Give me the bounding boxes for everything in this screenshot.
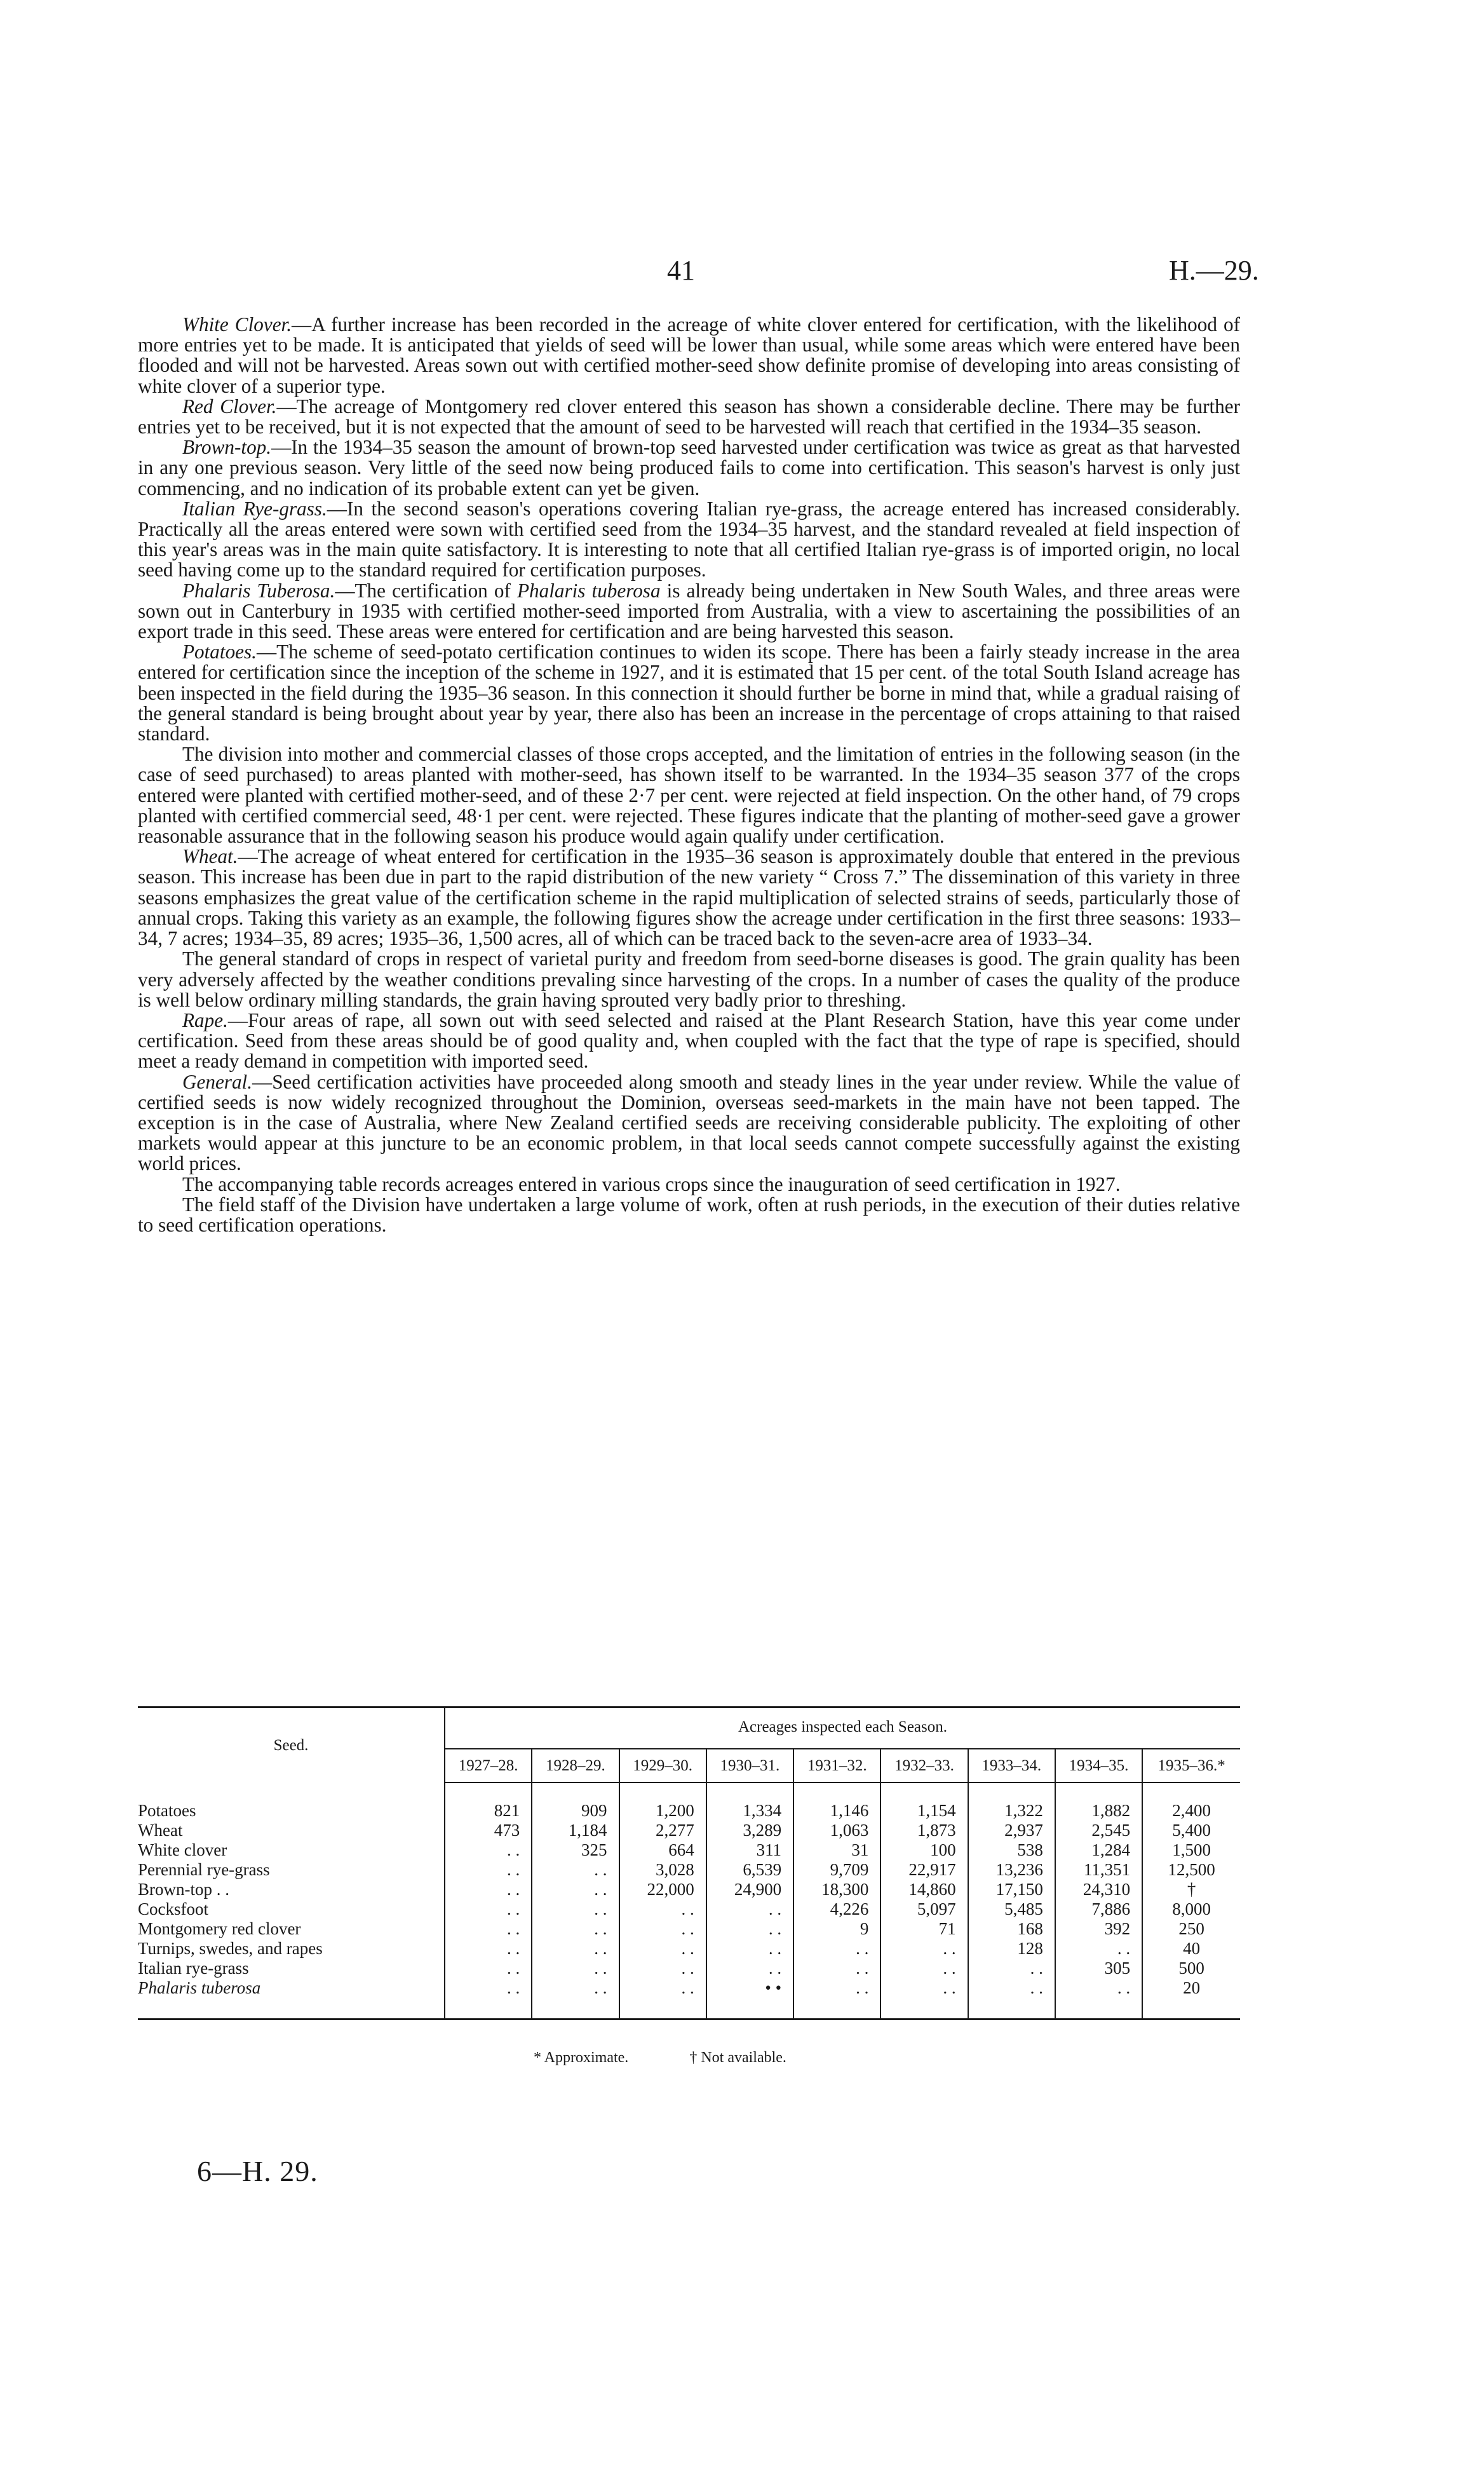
table-row xyxy=(138,1880,1240,1899)
seed-name: Turnips, swedes, and rapes xyxy=(138,1939,323,1958)
acreage-cell: 4,226 xyxy=(793,1899,880,1919)
acreage-cell: . . xyxy=(445,1939,532,1959)
sheet-reference: 6—H. 29. xyxy=(197,2155,318,2187)
acreage-cell: 11,351 xyxy=(1055,1860,1142,1880)
acreage-cell: . . xyxy=(793,1939,880,1959)
acreage-cell: 1,184 xyxy=(532,1821,619,1840)
acreage-cell: 1,500 xyxy=(1142,1840,1240,1860)
acreage-cell: 664 xyxy=(619,1840,706,1860)
acreage-cell: 1,334 xyxy=(706,1801,793,1821)
acreage-cell: 311 xyxy=(706,1840,793,1860)
seed-name-cell xyxy=(138,1899,445,1919)
acreage-cell: . . xyxy=(532,1919,619,1939)
table-row xyxy=(138,1821,1240,1840)
acreage-group-header: Acreages inspected each Season. xyxy=(445,1708,1240,1749)
paragraph-heading: Rape. xyxy=(182,1008,228,1031)
paragraph-text: —In the 1934–35 season the amount of brown-top seed harvested under certification was twice as great as that harvested in any one previous season. Very little of the seed now being produced fails to come into certification. This season's harvest is only just commencing, and no indication of its probable extent can yet be given. xyxy=(138,436,1240,499)
acreage-cell: 250 xyxy=(1142,1919,1240,1939)
acreage-cell: . . xyxy=(880,1978,968,1998)
seed-column-header: Seed. xyxy=(138,1708,445,1783)
seed-name: Brown-top . . xyxy=(138,1880,229,1899)
acreage-cell: 392 xyxy=(1055,1919,1142,1939)
acreage-cell: 12,500 xyxy=(1142,1860,1240,1880)
acreage-cell: . . xyxy=(706,1959,793,1978)
acreage-cell: . . xyxy=(619,1978,706,1998)
acreage-cell: 6,539 xyxy=(706,1860,793,1880)
acreage-cell: 1,284 xyxy=(1055,1840,1142,1860)
acreage-cell: 325 xyxy=(532,1840,619,1860)
body-text xyxy=(138,315,1240,1235)
acreage-cell: . . xyxy=(880,1959,968,1978)
season-header: 1930–31. xyxy=(706,1749,793,1783)
document-reference: H.—29. xyxy=(1169,255,1259,286)
acreage-cell: 128 xyxy=(968,1939,1055,1959)
paragraph-potatoes xyxy=(138,642,1240,744)
seed-name: White clover xyxy=(138,1840,227,1859)
acreage-cell: . . xyxy=(532,1939,619,1959)
acreage-cell: 909 xyxy=(532,1801,619,1821)
paragraph-heading: Italian Rye-grass. xyxy=(182,497,327,520)
seed-name: Potatoes xyxy=(138,1801,196,1820)
season-header: 1934–35. xyxy=(1055,1749,1142,1783)
season-header: 1931–32. xyxy=(793,1749,880,1783)
acreage-cell: 24,900 xyxy=(706,1880,793,1899)
page-number: 41 xyxy=(667,255,695,286)
table-row xyxy=(138,1939,1240,1959)
acreage-cell: 17,150 xyxy=(968,1880,1055,1899)
acreage-cell: 473 xyxy=(445,1821,532,1840)
paragraph-heading: Potatoes. xyxy=(182,641,257,663)
seed-name: Cocksfoot xyxy=(138,1899,208,1918)
acreage-cell: 1,322 xyxy=(968,1801,1055,1821)
acreage-cell: . . xyxy=(619,1899,706,1919)
acreage-cell: . . xyxy=(968,1959,1055,1978)
acreage-cell: 22,000 xyxy=(619,1880,706,1899)
acreage-cell: . . xyxy=(619,1939,706,1959)
acreage-cell: . . xyxy=(706,1939,793,1959)
seed-name-cell xyxy=(138,1860,445,1880)
acreage-cell: 821 xyxy=(445,1801,532,1821)
table-row xyxy=(138,1899,1240,1919)
table-row xyxy=(138,1801,1240,1821)
acreage-cell: 22,917 xyxy=(880,1860,968,1880)
table-row xyxy=(138,1959,1240,1978)
acreage-cell: . . xyxy=(706,1899,793,1919)
seed-name-cell xyxy=(138,1978,445,1998)
paragraph-emphasis: Phalaris tuberosa xyxy=(516,579,661,602)
table-footnotes xyxy=(534,2049,844,2067)
paragraph-text: The general standard of crops in respect of varietal purity and freedom from seed-borne diseases is good. The grain quality has been very adversely affected by the weather conditions prevaling since harvesting of the crops. In a number of cases the quality of the produce is well below ordinary milling standards, the grain having sprouted very badly prior to threshing. xyxy=(138,947,1240,1011)
paragraph-heading: White Clover. xyxy=(182,313,292,336)
seed-name-cell xyxy=(138,1959,445,1978)
paragraph-text: The field staff of the Division have undertaken a large volume of work, often at rush periods, in the execution of their duties relative to seed certification operations. xyxy=(138,1193,1240,1236)
paragraph-white-clover xyxy=(138,315,1240,397)
seed-name: Phalaris tuberosa xyxy=(138,1978,261,1997)
acreage-cell: 1,873 xyxy=(880,1821,968,1840)
acreage-cell: 5,097 xyxy=(880,1899,968,1919)
paragraph-heading: Phalaris Tuberosa. xyxy=(182,579,335,602)
acreage-cell: . . xyxy=(445,1919,532,1939)
seed-name-cell xyxy=(138,1880,445,1899)
acreage-cell: 9,709 xyxy=(793,1860,880,1880)
acreage-cell: . . xyxy=(532,1880,619,1899)
acreage-cell: . . xyxy=(706,1919,793,1939)
seed-name: Italian rye-grass xyxy=(138,1959,249,1978)
paragraph-text: —In the second season's operations covering Italian rye-grass, the acreage entered has increased considerably. Practically all the areas entered were sown with certified seed from the 1934–35 harvest, and the standard revealed at field inspection of this year's areas was in the main quite satisfactory. It is interesting to note that all certified Italian rye-grass is of imported origin, no local seed having come up to the standard required for certification purposes. xyxy=(138,497,1240,581)
paragraph-heading: Wheat. xyxy=(182,845,238,868)
paragraph-red-clover xyxy=(138,397,1240,437)
paragraph-text: —The certification of xyxy=(335,579,517,602)
acreage-cell: 40 xyxy=(1142,1939,1240,1959)
acreage-cell: . . xyxy=(968,1978,1055,1998)
season-header: 1935–36.* xyxy=(1142,1749,1240,1783)
paragraph-heading: Red Clover. xyxy=(182,395,277,418)
paragraph-accompanying-table xyxy=(138,1174,1240,1195)
paragraph-text: —Seed certification activities have proceeded along smooth and steady lines in the year under review. While the value of certified seeds is now widely recognized throughout the Dominion, overseas seed-markets in the main have not been tapped. The exception is in the case of Australia, where New Zealand certified seeds are receiving considerable publicity. The exploiting of other markets would appear at this juncture to be an economic problem, in that local seeds cannot compete successfully against the existing world prices. xyxy=(138,1070,1240,1175)
footnote-approximate: * Approximate. xyxy=(534,2049,629,2066)
acreage-cell: 3,028 xyxy=(619,1860,706,1880)
acreage-cell: 2,400 xyxy=(1142,1801,1240,1821)
season-header: 1929–30. xyxy=(619,1749,706,1783)
acreage-cell: 14,860 xyxy=(880,1880,968,1899)
paragraph-rape xyxy=(138,1010,1240,1072)
acreage-cell: . . xyxy=(532,1978,619,1998)
paragraph-general xyxy=(138,1072,1240,1174)
acreage-cell: . . xyxy=(793,1959,880,1978)
acreage-cell: 1,063 xyxy=(793,1821,880,1840)
acreage-cell: . . xyxy=(445,1899,532,1919)
acreage-table-body xyxy=(138,1783,1240,2020)
paragraph-text: The accompanying table records acreages entered in various crops since the inauguration of seed certification in 1927. xyxy=(182,1172,1121,1195)
table-row xyxy=(138,1840,1240,1860)
acreage-cell: 5,400 xyxy=(1142,1821,1240,1840)
table-spacer xyxy=(138,1783,1240,1801)
paragraph-field-staff xyxy=(138,1195,1240,1235)
acreage-cell: 168 xyxy=(968,1919,1055,1939)
acreage-cell: 1,200 xyxy=(619,1801,706,1821)
acreage-cell: 1,146 xyxy=(793,1801,880,1821)
acreage-cell: . . xyxy=(619,1919,706,1939)
acreage-cell: 305 xyxy=(1055,1959,1142,1978)
acreage-cell: . . xyxy=(445,1880,532,1899)
acreage-cell: 3,289 xyxy=(706,1821,793,1840)
acreage-cell: . . xyxy=(880,1939,968,1959)
acreage-cell: • • xyxy=(706,1978,793,1998)
table-bottom-rule xyxy=(138,1998,1240,2020)
paragraph-text: —The scheme of seed-potato certification continues to widen its scope. There has been a fairly steady increase in the area entered for certification since the inception of the scheme in 1927, and it is estimated that 15 per cent. of the total South Island acreage has been inspected in the field during the 1935–36 season. In this connection it should further be borne in mind that, while a gradual raising of the general standard is being brought about year by year, there also has been an increase in the percentage of crops attaining to that raised standard. xyxy=(138,641,1240,745)
paragraph-text: —The acreage of wheat entered for certification in the 1935–36 season is approximately double that entered in the previous season. This increase has been due in part to the rapid distribution of the new variety “ Cross 7.” The dissemination of this variety in three seasons emphasizes the great value of the certification scheme in the rapid multiplication of selected strains of seeds, particularly those of annual crops. Taking this variety as an example, the following figures show the acreage under certification in the first three seasons: 1933–34, 7 acres; 1934–35, 89 acres; 1935–36, 1,500 acres, all of which can be traced back to the seven-acre area of 1933–34. xyxy=(138,845,1240,950)
seed-name: Montgomery red clover xyxy=(138,1919,301,1938)
seed-name: Perennial rye-grass xyxy=(138,1860,270,1879)
season-header: 1932–33. xyxy=(880,1749,968,1783)
paragraph-wheat xyxy=(138,846,1240,949)
seed-name-cell xyxy=(138,1821,445,1840)
acreage-cell: 5,485 xyxy=(968,1899,1055,1919)
acreage-cell: . . xyxy=(1055,1939,1142,1959)
paragraph-text: is already being undertaken in New South Wales, and three areas were sown out in Canterbury in 1935 with certified mother-seed imported from Australia, with a view to ascertaining the possibilities of an export trade in this seed. These areas were entered for certification and are being harvested this season. xyxy=(138,579,1240,643)
seed-name-cell xyxy=(138,1840,445,1860)
acreage-cell: 2,277 xyxy=(619,1821,706,1840)
acreage-cell: . . xyxy=(532,1899,619,1919)
acreage-cell: 1,882 xyxy=(1055,1801,1142,1821)
acreage-cell: † xyxy=(1142,1880,1240,1899)
paragraph-text: —The acreage of Montgomery red clover entered this season has shown a considerable decline. There may be further entries yet to be received, but it is not expected that the amount of seed to be harvested will reach that certified in the 1934–35 season. xyxy=(138,395,1240,438)
acreage-cell: 7,886 xyxy=(1055,1899,1142,1919)
acreage-cell: . . xyxy=(445,1860,532,1880)
acreage-cell: . . xyxy=(619,1959,706,1978)
table-row xyxy=(138,1860,1240,1880)
seed-name: Wheat xyxy=(138,1821,183,1840)
acreage-cell: 1,154 xyxy=(880,1801,968,1821)
acreage-cell: 13,236 xyxy=(968,1860,1055,1880)
paragraph-phalaris xyxy=(138,581,1240,642)
acreage-table-container xyxy=(138,1706,1240,2020)
season-header: 1928–29. xyxy=(532,1749,619,1783)
footnote-not-available: † Not available. xyxy=(689,2049,786,2066)
acreage-table xyxy=(138,1706,1240,2020)
acreage-cell: . . xyxy=(1055,1978,1142,1998)
acreage-cell: 538 xyxy=(968,1840,1055,1860)
paragraph-italian-rye-grass xyxy=(138,499,1240,581)
table-row xyxy=(138,1919,1240,1939)
paragraph-heading: General. xyxy=(182,1070,252,1093)
acreage-cell: . . xyxy=(532,1860,619,1880)
acreage-cell: 31 xyxy=(793,1840,880,1860)
acreage-cell: 500 xyxy=(1142,1959,1240,1978)
paragraph-text: The division into mother and commercial classes of those crops accepted, and the limitation of entries in the following season (in the case of seed purchased) to areas planted with mother-seed, has shown itself to be warranted. In the 1934–35 season 377 of the crops entered were planted with certified mother-seed, and of these 2·7 per cent. were rejected at field inspection. On the other hand, of 79 crops planted with certified commercial seed, 48·1 per cent. were rejected. These figures indicate that the planting of mother-seed gave a grower reasonable assurance that in the following season his produce would again qualify under certification. xyxy=(138,743,1240,848)
acreage-cell: 9 xyxy=(793,1919,880,1939)
acreage-cell: . . xyxy=(445,1840,532,1860)
acreage-cell: 20 xyxy=(1142,1978,1240,1998)
acreage-cell: 100 xyxy=(880,1840,968,1860)
acreage-cell: 24,310 xyxy=(1055,1880,1142,1899)
acreage-cell: 71 xyxy=(880,1919,968,1939)
season-header: 1933–34. xyxy=(968,1749,1055,1783)
paragraph-text: —Four areas of rape, all sown out with seed selected and raised at the Plant Research Station, have this year come under certification. Seed from these areas should be of good quality and, when coupled with the fact that the type of rape is specified, should meet a ready demand in competition with imported seed. xyxy=(138,1008,1240,1073)
paragraph-heading: Brown-top. xyxy=(182,436,272,459)
seed-name-cell xyxy=(138,1919,445,1939)
seed-name-cell xyxy=(138,1801,445,1821)
acreage-cell: 8,000 xyxy=(1142,1899,1240,1919)
acreage-cell: . . xyxy=(445,1978,532,1998)
seed-name-cell xyxy=(138,1939,445,1959)
acreage-cell: . . xyxy=(793,1978,880,1998)
table-row xyxy=(138,1978,1240,1998)
acreage-cell: 2,545 xyxy=(1055,1821,1142,1840)
acreage-cell: 2,937 xyxy=(968,1821,1055,1840)
paragraph-general-standard xyxy=(138,949,1240,1010)
season-header: 1927–28. xyxy=(445,1749,532,1783)
acreage-cell: 18,300 xyxy=(793,1880,880,1899)
paragraph-division xyxy=(138,744,1240,846)
acreage-cell: . . xyxy=(532,1959,619,1978)
acreage-cell: . . xyxy=(445,1959,532,1978)
paragraph-brown-top xyxy=(138,437,1240,499)
paragraph-text: —A further increase has been recorded in the acreage of white clover entered for certification, with the likelihood of more entries yet to be made. It is anticipated that yields of seed will be lower than usual, while some areas which were entered have been flooded and will not be harvested. Areas sown out with certified mother-seed show definite promise of developing into areas consisting of white clover of a superior type. xyxy=(138,313,1240,397)
